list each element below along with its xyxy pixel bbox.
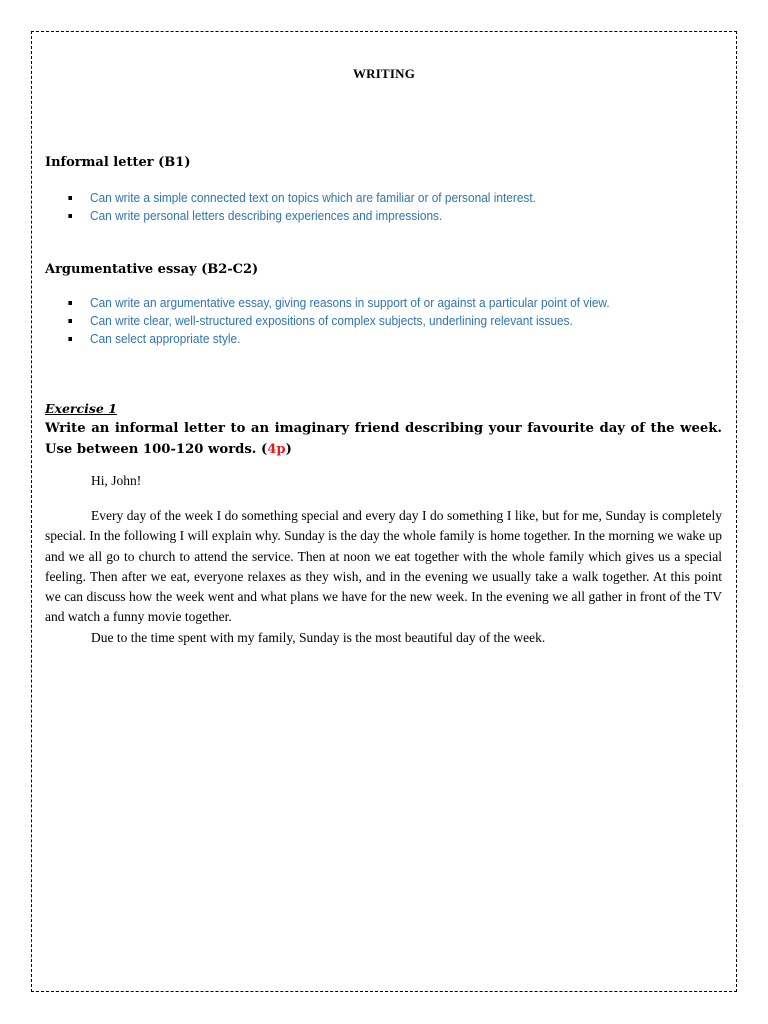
objective-item: Can write clear, well-structured expositions of complex subjects, underlining relevant issues. bbox=[45, 312, 610, 330]
informal-letter-objectives bbox=[45, 189, 536, 225]
letter-paragraph: Every day of the week I do something special and every day I do something I like, but for me, Sunday is completely special. In the following I will explain why. Sunday is the day the whole family is home together. In the morning we wake up and we all go to church to attend the service. Then at noon we eat together with the whole family which gives us a special feeling. Then after we eat, everyone relaxes as they wish, and in the evening we usually take a walk together. At this point we can discuss how the week went and what plans we have for the new week. In the evening we all gather in front of the TV and watch a funny movie together. bbox=[45, 508, 722, 625]
letter-paragraph: Due to the time spent with my family, Sunday is the most beautiful day of the week. bbox=[91, 629, 546, 645]
task-text: Write an informal letter to an imaginary friend describing your favourite day of the week. Use between 100-120 words. ( bbox=[45, 421, 722, 457]
argumentative-essay-objectives bbox=[45, 294, 610, 348]
objective-item: Can write an argumentative essay, giving reasons in support of or against a particular point of view. bbox=[45, 294, 610, 312]
points-value: 4p bbox=[267, 442, 286, 457]
letter-body bbox=[45, 506, 722, 648]
exercise-label: Exercise 1 bbox=[45, 401, 117, 416]
objective-item: Can write a simple connected text on topics which are familiar or of personal interest. bbox=[45, 189, 536, 207]
objective-item: Can write personal letters describing experiences and impressions. bbox=[45, 207, 536, 225]
task-close: ) bbox=[285, 442, 292, 457]
page-title: WRITING bbox=[352, 66, 416, 81]
letter-greeting: Hi, John! bbox=[91, 473, 142, 488]
section-heading-argumentative-essay: Argumentative essay (B2-C2) bbox=[45, 262, 259, 277]
section-heading-informal-letter: Informal letter (B1) bbox=[45, 155, 191, 170]
exercise-task bbox=[45, 418, 722, 460]
objective-item: Can select appropriate style. bbox=[45, 330, 610, 348]
